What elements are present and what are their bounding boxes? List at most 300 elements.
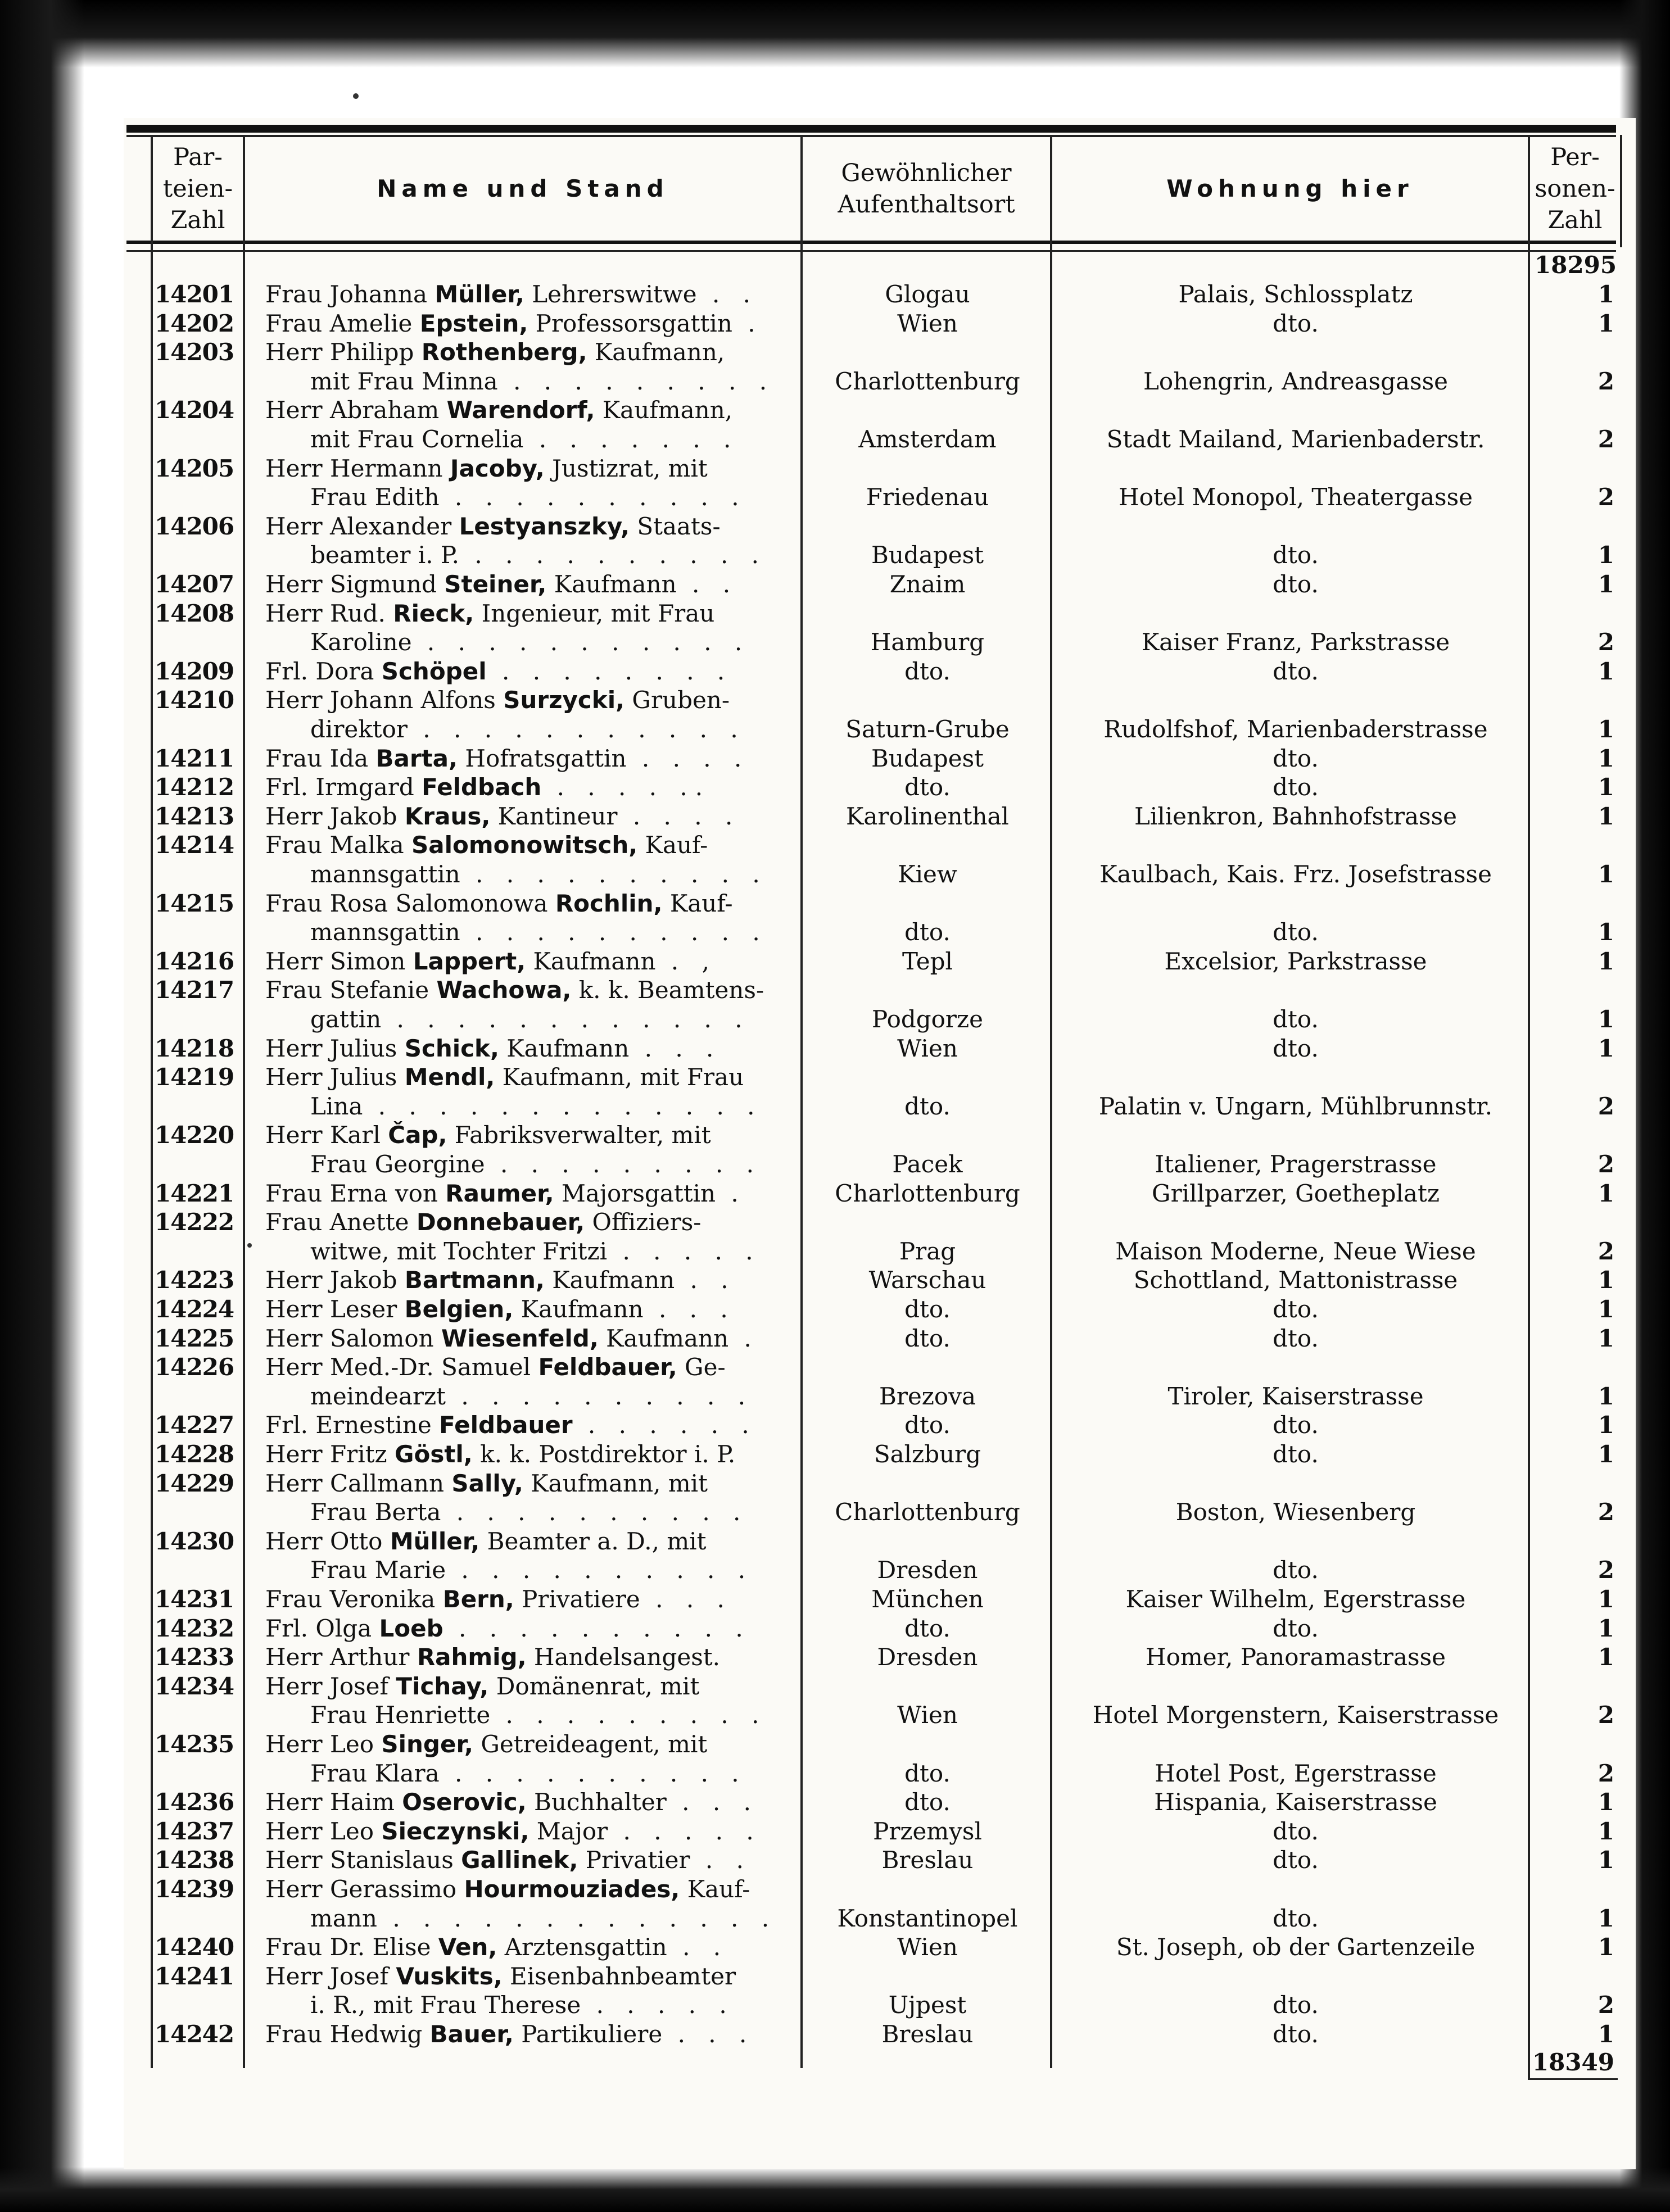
name-prefix: Frau Stefanie — [265, 976, 437, 1004]
surname: Feldbauer, — [538, 1353, 677, 1381]
name-prefix: Frau Anette — [265, 1208, 417, 1236]
name-prefix: beamter i. P. — [310, 541, 460, 569]
surname: Rieck, — [393, 599, 474, 627]
dot-leader: . . . . . — [581, 1991, 735, 2019]
surname: Gallinek, — [461, 1846, 578, 1874]
surname: Belgien, — [404, 1295, 514, 1323]
person-count: 1 — [1597, 541, 1614, 569]
occupation: Domänenrat, mit — [488, 1672, 700, 1700]
usual-residence: Amsterdam — [858, 425, 997, 453]
name-prefix: Herr Hermann — [265, 454, 450, 482]
name-prefix: Herr Julius — [265, 1063, 405, 1091]
name-prefix: Herr Sigmund — [265, 570, 445, 598]
table-row — [0, 1324, 1670, 1353]
party-number: 14213 — [155, 802, 234, 830]
name-and-status — [265, 1179, 799, 1208]
local-lodging: Maison Moderne, Neue Wiese — [1115, 1237, 1476, 1265]
person-count: 2 — [1597, 1556, 1614, 1584]
dot-leader: . — [728, 1324, 759, 1352]
name-and-status — [265, 1875, 799, 1904]
name-prefix: Herr Leo — [265, 1730, 382, 1758]
name-and-status — [265, 338, 799, 367]
table-row — [0, 1875, 1670, 1904]
usual-residence: Charlottenburg — [835, 1179, 1020, 1207]
name-prefix: Frl. Irmgard — [265, 773, 422, 801]
name-prefix: Herr Julius — [265, 1034, 405, 1062]
ink-speck — [353, 93, 359, 99]
dot-leader: . . . . . . . — [523, 425, 739, 453]
person-count: 2 — [1597, 425, 1614, 453]
party-number: 14227 — [155, 1411, 234, 1439]
name-and-status — [265, 2020, 799, 2049]
dot-leader: . . . . . . . . . . . . . — [363, 1092, 763, 1120]
person-count: 1 — [1597, 1034, 1614, 1062]
occupation: Kauf- — [680, 1875, 750, 1903]
table-row — [0, 1237, 1670, 1266]
surname: Schöpel — [381, 657, 487, 685]
local-lodging: dto. — [1273, 1034, 1319, 1062]
surname: Loeb — [379, 1614, 443, 1642]
table-row — [0, 1672, 1670, 1701]
occupation: Fabriksverwalter, mit — [447, 1121, 711, 1149]
name-and-status — [265, 1759, 844, 1788]
local-lodging: Excelsior, Parkstrasse — [1164, 947, 1427, 975]
carry-over-value: 18295 — [1535, 251, 1617, 279]
table-row — [0, 918, 1670, 947]
scan-border-bottom — [0, 2167, 1670, 2212]
usual-residence: Charlottenburg — [835, 1498, 1020, 1526]
occupation: Arztensgattin — [497, 1933, 667, 1961]
name-prefix: Herr Arthur — [265, 1643, 417, 1671]
party-number: 14229 — [155, 1469, 234, 1497]
name-and-status — [265, 1556, 844, 1585]
person-count: 1 — [1597, 1643, 1614, 1671]
person-count: 2 — [1597, 1701, 1614, 1729]
name-and-status — [265, 1005, 844, 1034]
name-and-status — [265, 1904, 844, 1933]
usual-residence: Przemysl — [873, 1817, 982, 1845]
table-row — [0, 1150, 1670, 1179]
occupation: Kaufmann, mit Frau — [495, 1063, 744, 1091]
occupation: Beamter a. D., mit — [479, 1527, 707, 1555]
occupation: Kaufmann, — [595, 396, 733, 424]
header-persons — [1530, 140, 1620, 237]
name-and-status — [265, 976, 799, 1005]
table-row — [0, 338, 1670, 367]
occupation: Eisenbahnbeamter — [502, 1962, 736, 1990]
party-number: 14232 — [155, 1614, 234, 1642]
name-and-status — [265, 628, 844, 657]
name-and-status — [265, 396, 799, 425]
usual-residence: Warschau — [868, 1266, 986, 1294]
name-prefix: Herr Haim — [265, 1788, 402, 1816]
name-prefix: Frau Amelie — [265, 309, 420, 337]
dot-leader: . . . . — [617, 802, 741, 830]
usual-residence: Budapest — [871, 744, 984, 772]
name-prefix: Frl. Olga — [265, 1614, 379, 1642]
person-count: 2 — [1597, 1498, 1614, 1526]
name-and-status — [265, 1150, 844, 1179]
header-persons-line2: sonen- — [1535, 175, 1615, 203]
surname: Tichay, — [396, 1672, 489, 1700]
usual-residence: dto. — [904, 1295, 951, 1323]
party-number: 14222 — [155, 1208, 234, 1236]
person-count: 1 — [1597, 1817, 1614, 1845]
name-and-status — [265, 831, 799, 860]
surname: Surzycki, — [503, 686, 625, 714]
name-prefix: Frau Berta — [310, 1498, 441, 1526]
local-lodging: dto. — [1273, 918, 1319, 946]
party-number: 14221 — [155, 1179, 234, 1207]
party-number: 14220 — [155, 1121, 234, 1149]
local-lodging: Kaiser Franz, Parkstrasse — [1141, 628, 1450, 656]
local-lodging: dto. — [1273, 773, 1319, 801]
name-prefix: Frau Edith — [310, 483, 440, 511]
table-row — [0, 1208, 1670, 1237]
party-number: 14242 — [155, 2020, 234, 2048]
dot-leader: . . . . . . . . . — [490, 1701, 767, 1729]
name-and-status — [265, 1585, 799, 1614]
table-row — [0, 1556, 1670, 1585]
usual-residence: Wien — [897, 1933, 958, 1961]
table-row — [0, 280, 1670, 309]
table-row — [0, 860, 1670, 889]
name-prefix: Herr Jakob — [265, 1266, 405, 1294]
person-count: 2 — [1597, 1092, 1614, 1120]
table-row — [0, 1730, 1670, 1759]
surname: Warendorf, — [446, 396, 595, 424]
usual-residence: Pacek — [892, 1150, 963, 1178]
occupation: Ingenieur, mit Frau — [474, 599, 715, 627]
usual-residence: Budapest — [871, 541, 984, 569]
usual-residence: Kiew — [898, 860, 957, 888]
occupation: k. k. Beamtens- — [571, 976, 764, 1004]
name-and-status — [265, 1382, 844, 1411]
usual-residence: Dresden — [877, 1643, 978, 1671]
usual-residence: Znaim — [889, 570, 966, 598]
table-row — [0, 657, 1670, 686]
party-number: 14235 — [155, 1730, 234, 1758]
party-number: 14231 — [155, 1585, 234, 1613]
table-row — [0, 1614, 1670, 1643]
surname: Rochlin, — [555, 889, 663, 917]
name-prefix: Herr Leser — [265, 1295, 405, 1323]
name-and-status — [265, 918, 844, 947]
usual-residence: dto. — [904, 657, 951, 685]
name-and-status — [265, 599, 799, 628]
occupation: Kaufmann — [513, 1295, 644, 1323]
header-origin-line2: Aufenthaltsort — [838, 191, 1015, 219]
name-prefix: Herr Philipp — [265, 338, 422, 366]
person-count: 1 — [1597, 1846, 1614, 1874]
name-and-status — [265, 1469, 799, 1498]
table-row — [0, 599, 1670, 628]
surname: Sieczynski, — [381, 1817, 529, 1845]
person-count: 1 — [1597, 773, 1614, 801]
local-lodging: dto. — [1273, 1440, 1319, 1468]
party-number: 14201 — [155, 280, 234, 308]
person-count: 2 — [1597, 1991, 1614, 2019]
person-count: 2 — [1597, 1150, 1614, 1178]
name-and-status — [265, 541, 844, 570]
name-and-status — [265, 309, 799, 338]
local-lodging: dto. — [1273, 1904, 1319, 1932]
header-bottom-rule — [126, 241, 1616, 244]
dot-leader: . . . . . — [607, 1237, 761, 1265]
party-number: 14215 — [155, 889, 234, 917]
surname: Feldbauer — [439, 1411, 573, 1439]
occupation: Staats- — [629, 512, 721, 540]
surname: Ven, — [438, 1933, 497, 1961]
usual-residence: dto. — [904, 1092, 951, 1120]
name-prefix: Frau Rosa Salomonowa — [265, 889, 555, 917]
name-and-status — [265, 1817, 799, 1846]
surname: Salomonowitsch, — [411, 831, 638, 859]
table-row — [0, 1962, 1670, 1991]
usual-residence: Prag — [899, 1237, 956, 1265]
party-number: 14214 — [155, 831, 234, 859]
name-prefix: Herr Stanislaus — [265, 1846, 461, 1874]
local-lodging: dto. — [1273, 1295, 1319, 1323]
party-number: 14239 — [155, 1875, 234, 1903]
table-row — [0, 1266, 1670, 1295]
header-origin — [803, 140, 1050, 237]
local-lodging: Rudolfshof, Marienbaderstrasse — [1103, 715, 1488, 743]
dot-leader: . . . . . . . . . . — [441, 1498, 749, 1526]
name-and-status — [265, 1962, 799, 1991]
usual-residence: Breslau — [881, 2020, 974, 2048]
surname: Schick, — [404, 1034, 499, 1062]
carry-over-row — [0, 251, 1670, 280]
name-and-status — [265, 889, 799, 918]
name-prefix: Herr Jakob — [265, 802, 405, 830]
usual-residence: Brezova — [879, 1382, 976, 1410]
usual-residence: Breslau — [881, 1846, 974, 1874]
name-and-status — [265, 512, 799, 541]
occupation: Kaufmann, — [587, 338, 725, 366]
party-number: 14205 — [155, 454, 234, 482]
name-prefix: Karoline — [310, 628, 412, 656]
party-number: 14241 — [155, 1962, 234, 1990]
party-number: 14237 — [155, 1817, 234, 1845]
name-and-status — [265, 1991, 844, 2020]
party-number: 14230 — [155, 1527, 234, 1555]
person-count: 1 — [1597, 715, 1614, 743]
header-name: Name und Stand — [377, 175, 669, 202]
name-and-status — [265, 657, 799, 686]
name-prefix: Frau Ida — [265, 744, 376, 772]
party-number: 14203 — [155, 338, 234, 366]
local-lodging: dto. — [1273, 541, 1319, 569]
name-prefix: Herr Rud. — [265, 599, 393, 627]
name-and-status — [265, 1527, 799, 1556]
usual-residence: Wien — [897, 1034, 958, 1062]
table-row — [0, 309, 1670, 338]
name-and-status — [265, 483, 844, 512]
page-total: 18349 — [1528, 2047, 1618, 2080]
person-count: 1 — [1597, 1585, 1614, 1613]
name-and-status — [265, 1643, 799, 1672]
name-prefix: gattin — [310, 1005, 382, 1033]
local-lodging: dto. — [1273, 1991, 1319, 2019]
name-and-status — [265, 802, 799, 831]
table-row — [0, 744, 1670, 773]
name-and-status — [265, 1440, 799, 1469]
local-lodging: Kaulbach, Kais. Frz. Josefstrasse — [1099, 860, 1492, 888]
surname: Steiner, — [444, 570, 547, 598]
local-lodging: dto. — [1273, 570, 1319, 598]
person-count: 1 — [1597, 802, 1614, 830]
surname: Bartmann, — [404, 1266, 545, 1294]
name-prefix: Frau Johanna — [265, 280, 435, 308]
party-number: 14224 — [155, 1295, 234, 1323]
table-row — [0, 1063, 1670, 1092]
party-number: 14202 — [155, 309, 234, 337]
table-row — [0, 425, 1670, 454]
name-and-status — [265, 686, 799, 715]
name-and-status — [265, 1846, 799, 1875]
usual-residence: Saturn-Grube — [845, 715, 1010, 743]
person-count: 1 — [1597, 280, 1614, 308]
surname: Rahmig, — [417, 1643, 527, 1671]
surname: Epstein, — [419, 309, 528, 337]
party-number: 14209 — [155, 657, 234, 685]
dot-leader: . . — [696, 280, 759, 308]
divider-right — [1620, 135, 1622, 247]
name-and-status — [265, 1788, 799, 1817]
usual-residence: dto. — [904, 918, 951, 946]
person-count: 1 — [1597, 1266, 1614, 1294]
person-count: 1 — [1597, 1904, 1614, 1932]
table-row — [0, 628, 1670, 657]
party-number: 14233 — [155, 1643, 234, 1671]
person-count: 1 — [1597, 1933, 1614, 1961]
name-prefix: mannsgattin — [310, 918, 460, 946]
dot-leader: . . . . . . . . . . — [443, 1614, 751, 1642]
name-and-status — [265, 715, 844, 744]
person-count: 2 — [1597, 1237, 1614, 1265]
occupation: Kauf- — [637, 831, 708, 859]
occupation: Kaufmann, mit — [523, 1469, 708, 1497]
party-number: 14240 — [155, 1933, 234, 1961]
name-and-status — [265, 280, 799, 309]
local-lodging: Hispania, Kaiserstrasse — [1154, 1788, 1437, 1816]
name-prefix: Frau Malka — [265, 831, 411, 859]
dot-leader: . . . . . . . . . . — [446, 1556, 754, 1584]
table-row — [0, 1701, 1670, 1730]
surname: Feldbach — [422, 773, 542, 801]
party-number: 14207 — [155, 570, 234, 598]
person-count: 1 — [1597, 1614, 1614, 1642]
occupation: Kaufmann — [526, 947, 656, 975]
local-lodging: dto. — [1273, 1411, 1319, 1439]
scan-border-top — [0, 0, 1670, 67]
table-top-rule — [126, 125, 1616, 133]
usual-residence: dto. — [904, 773, 951, 801]
person-count: 1 — [1597, 744, 1614, 772]
dot-leader: . . . . . . . . . . . — [411, 628, 750, 656]
usual-residence: Glogau — [885, 280, 970, 308]
usual-residence: Ujpest — [888, 1991, 967, 2019]
dot-leader: . . — [690, 1846, 752, 1874]
local-lodging: dto. — [1273, 744, 1319, 772]
dot-leader: . . . . . . . . . . — [439, 1759, 747, 1787]
name-and-status — [265, 1034, 799, 1063]
party-number: 14217 — [155, 976, 234, 1004]
name-prefix: Herr Karl — [265, 1121, 388, 1149]
dot-leader: . . . . . . . . . . . — [407, 715, 746, 743]
name-prefix: Frau Henriette — [310, 1701, 491, 1729]
dot-leader: . — [716, 1179, 746, 1207]
local-lodging: St. Joseph, ob der Gartenzeile — [1116, 1933, 1476, 1961]
name-prefix: Herr Josef — [265, 1962, 396, 1990]
surname: Mendl, — [404, 1063, 495, 1091]
name-prefix: Herr Callmann — [265, 1469, 452, 1497]
person-count: 2 — [1597, 367, 1614, 395]
name-prefix: Herr Leo — [265, 1817, 382, 1845]
dot-leader: . , — [655, 947, 717, 975]
table-row — [0, 947, 1670, 976]
person-count: 1 — [1597, 2020, 1614, 2048]
name-and-status — [265, 1237, 844, 1266]
occupation: Kaufmann — [546, 570, 677, 598]
name-and-status — [265, 1353, 799, 1382]
occupation: Major — [529, 1817, 608, 1845]
dot-leader: . . . . . . . . — [486, 657, 733, 685]
name-prefix: Herr Abraham — [265, 396, 447, 424]
person-count: 1 — [1597, 570, 1614, 598]
occupation: Majorsgattin — [554, 1179, 716, 1207]
occupation: Hofratsgattin — [457, 744, 627, 772]
name-and-status — [265, 1730, 799, 1759]
person-count: 1 — [1597, 918, 1614, 946]
table-row — [0, 1353, 1670, 1382]
occupation: Ge- — [677, 1353, 726, 1381]
usual-residence: dto. — [904, 1614, 951, 1642]
local-lodging: Lohengrin, Andreasgasse — [1143, 367, 1448, 395]
table-row — [0, 2020, 1670, 2049]
dot-leader: . . . — [643, 1295, 736, 1323]
name-and-status — [265, 425, 844, 454]
usual-residence: dto. — [904, 1759, 951, 1787]
table-row — [0, 831, 1670, 860]
header-persons-line1: Per- — [1550, 143, 1600, 171]
name-and-status — [265, 1701, 844, 1730]
table-row — [0, 802, 1670, 831]
local-lodging: Tiroler, Kaiserstrasse — [1167, 1382, 1424, 1410]
name-prefix: Herr Salomon — [265, 1324, 442, 1352]
surname: Rothenberg, — [421, 338, 587, 366]
party-number: 14223 — [155, 1266, 234, 1294]
name-prefix: mit Frau Minna — [310, 367, 498, 395]
occupation: Justizrat, mit — [544, 454, 708, 482]
party-number: 14208 — [155, 599, 234, 627]
local-lodging: dto. — [1273, 657, 1319, 685]
local-lodging: Hotel Post, Egerstrasse — [1155, 1759, 1437, 1787]
usual-residence: Wien — [897, 309, 958, 337]
person-count: 1 — [1597, 1382, 1614, 1410]
dot-leader: . . . . . . . . . . — [446, 1382, 754, 1410]
party-number: 14204 — [155, 396, 234, 424]
person-count: 1 — [1597, 309, 1614, 337]
table-row — [0, 1498, 1670, 1527]
usual-residence: Friedenau — [866, 483, 989, 511]
surname: Hourmouziades, — [464, 1875, 680, 1903]
surname: Oserovic, — [402, 1788, 527, 1816]
table-row — [0, 570, 1670, 599]
table-row — [0, 1469, 1670, 1498]
surname: Donnebauer, — [416, 1208, 585, 1236]
